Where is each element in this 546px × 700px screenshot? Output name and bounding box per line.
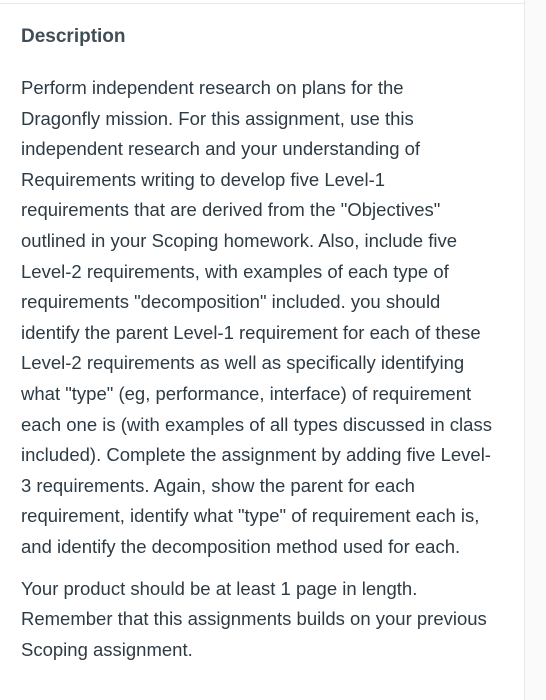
scroll-gutter xyxy=(525,0,546,700)
paragraph-line: outlined in your Scoping homework. Also, include five xyxy=(21,229,458,251)
paragraph-line: requirement, identify what "type" of requirement each is, xyxy=(21,505,480,527)
paragraph-line: each one is (with examples of all types discussed in class xyxy=(21,413,492,435)
paragraph-line: 3 requirements. Again, show the parent for each xyxy=(21,474,415,496)
description-paragraph-1 xyxy=(21,73,521,563)
paragraph-line: Remember that this assignments builds on your previous xyxy=(21,608,487,630)
description-heading: Description xyxy=(21,26,126,47)
paragraph-line: what "type" (eg, performance, interface) of requirement xyxy=(21,382,472,404)
paragraph-line: Level-2 requirements, with examples of each type of xyxy=(21,260,449,282)
paragraph-line: Scoping assignment. xyxy=(21,638,193,660)
paragraph-line: Your product should be at least 1 page in length. xyxy=(21,577,418,599)
paragraph-line: independent research and your understanding of xyxy=(21,138,421,160)
paragraph-line: requirements that are derived from the "Objectives" xyxy=(21,199,441,221)
paragraph-line: Level-2 requirements as well as specifically identifying xyxy=(21,352,465,374)
paragraph-line: Perform independent research on plans for the xyxy=(21,77,404,98)
description-paragraph-2 xyxy=(21,574,521,666)
paragraph-line: Requirements writing to develop five Level-1 xyxy=(21,168,386,190)
paragraph-line: Dragonfly mission. For this assignment, use this xyxy=(21,107,414,129)
paragraph-line: identify the parent Level-1 requirement for each of these xyxy=(21,321,481,343)
assignment-description xyxy=(21,25,521,665)
paragraph-line: requirements "decomposition" included. you should xyxy=(21,291,441,313)
top-divider xyxy=(0,3,524,4)
paragraph-line: included). Complete the assignment by adding five Level- xyxy=(21,444,491,466)
paragraph-line: and identify the decomposition method used for each. xyxy=(21,535,461,557)
